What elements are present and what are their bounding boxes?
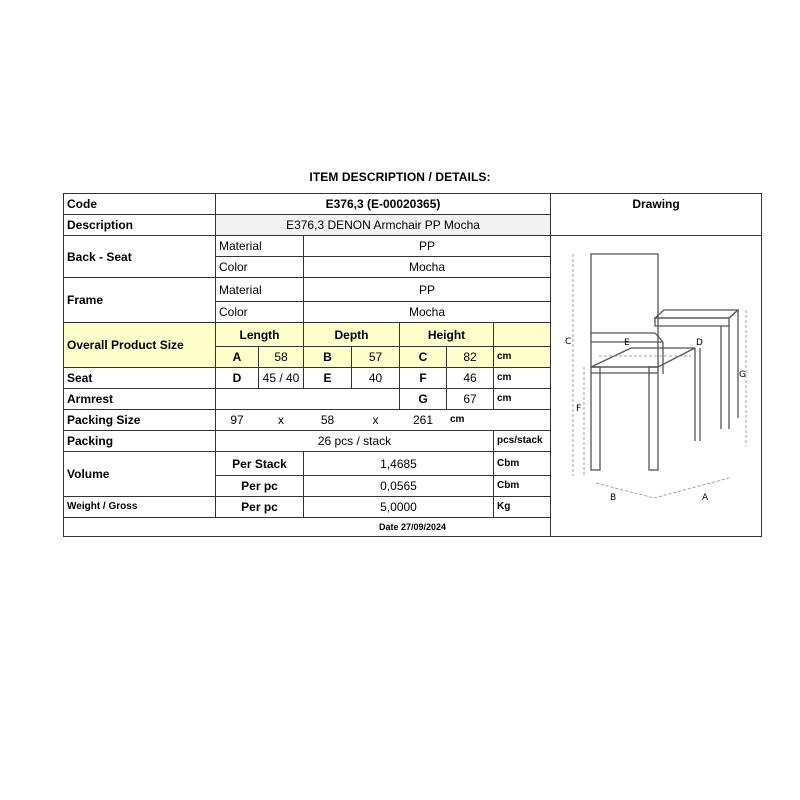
spec-table: [63, 193, 762, 537]
armrest-unit: cm: [494, 389, 551, 410]
frame-material-label: Material: [216, 278, 304, 302]
volume-label: Volume: [64, 452, 216, 497]
chair-drawing-cell: [551, 236, 762, 537]
packing-width: 58: [304, 410, 352, 431]
packing-x2: x: [352, 410, 400, 431]
drawing-letter-e: E: [624, 338, 630, 348]
seat-label: Seat: [64, 368, 216, 389]
drawing-letter-b: B: [610, 493, 617, 503]
chair-drawing: [551, 236, 761, 536]
volume-per-stack-value: 1,4685: [304, 452, 494, 476]
packing-size-blank: [494, 410, 551, 431]
dim-b-value: 57: [352, 347, 400, 368]
overall-unit: cm: [494, 347, 551, 368]
dim-e-value: 40: [352, 368, 400, 389]
weight-label: Weight / Gross: [64, 497, 216, 518]
packing-height: 261: [400, 410, 447, 431]
dim-g-letter: G: [400, 389, 447, 410]
length-header: Length: [216, 323, 304, 347]
frame-label: Frame: [64, 278, 216, 323]
volume-per-pc-unit: Cbm: [494, 476, 551, 497]
drawing-header: Drawing: [551, 194, 762, 236]
dim-a-letter: A: [216, 347, 259, 368]
overall-size-label: Overall Product Size: [64, 323, 216, 368]
dim-d-value: 45 / 40: [259, 368, 304, 389]
drawing-letter-c: C: [565, 337, 572, 347]
drawing-letter-d: D: [696, 338, 703, 348]
packing-label: Packing: [64, 431, 216, 452]
depth-header: Depth: [304, 323, 400, 347]
back-seat-material-value: PP: [304, 236, 551, 257]
code-label: Code: [64, 194, 216, 215]
dim-g-value: 67: [447, 389, 494, 410]
back-seat-color-value: Mocha: [304, 257, 551, 278]
code-value: E376,3 (E-00020365): [216, 194, 551, 215]
packing-size-unit: cm: [447, 410, 494, 431]
back-seat-label: Back - Seat: [64, 236, 216, 278]
back-seat-material-label: Material: [216, 236, 304, 257]
drawing-letter-a: A: [702, 493, 709, 503]
volume-per-stack-unit: Cbm: [494, 452, 551, 476]
dim-b-letter: B: [304, 347, 352, 368]
date-footer: Date 27/09/2024: [64, 518, 762, 537]
overall-header-blank: [494, 323, 551, 347]
frame-color-label: Color: [216, 302, 304, 323]
volume-per-pc-label: Per pc: [216, 476, 304, 497]
volume-per-pc-value: 0,0565: [304, 476, 494, 497]
weight-per-pc-label: Per pc: [216, 497, 304, 518]
frame-material-value: PP: [304, 278, 551, 302]
page-title: ITEM DESCRIPTION / DETAILS:: [309, 170, 491, 184]
dim-c-value: 82: [447, 347, 494, 368]
dim-f-letter: F: [400, 368, 447, 389]
packing-size-label: Packing Size: [64, 410, 216, 431]
height-header: Height: [400, 323, 494, 347]
back-seat-color-label: Color: [216, 257, 304, 278]
dim-d-letter: D: [216, 368, 259, 389]
packing-value: 26 pcs / stack: [216, 431, 494, 452]
dim-c-letter: C: [400, 347, 447, 368]
frame-color-value: Mocha: [304, 302, 551, 323]
description-label: Description: [64, 215, 216, 236]
weight-value: 5,0000: [304, 497, 494, 518]
volume-per-stack-label: Per Stack: [216, 452, 304, 476]
dim-f-value: 46: [447, 368, 494, 389]
packing-x1: x: [259, 410, 304, 431]
drawing-letter-g: G: [739, 370, 746, 380]
description-value: E376,3 DENON Armchair PP Mocha: [216, 215, 551, 236]
dim-a-value: 58: [259, 347, 304, 368]
armrest-label: Armrest: [64, 389, 216, 410]
dim-e-letter: E: [304, 368, 352, 389]
drawing-letter-f: F: [576, 404, 582, 414]
packing-length: 97: [216, 410, 259, 431]
armrest-blank: [216, 389, 400, 410]
packing-unit: pcs/stack: [494, 431, 551, 452]
weight-unit: Kg: [494, 497, 551, 518]
seat-unit: cm: [494, 368, 551, 389]
